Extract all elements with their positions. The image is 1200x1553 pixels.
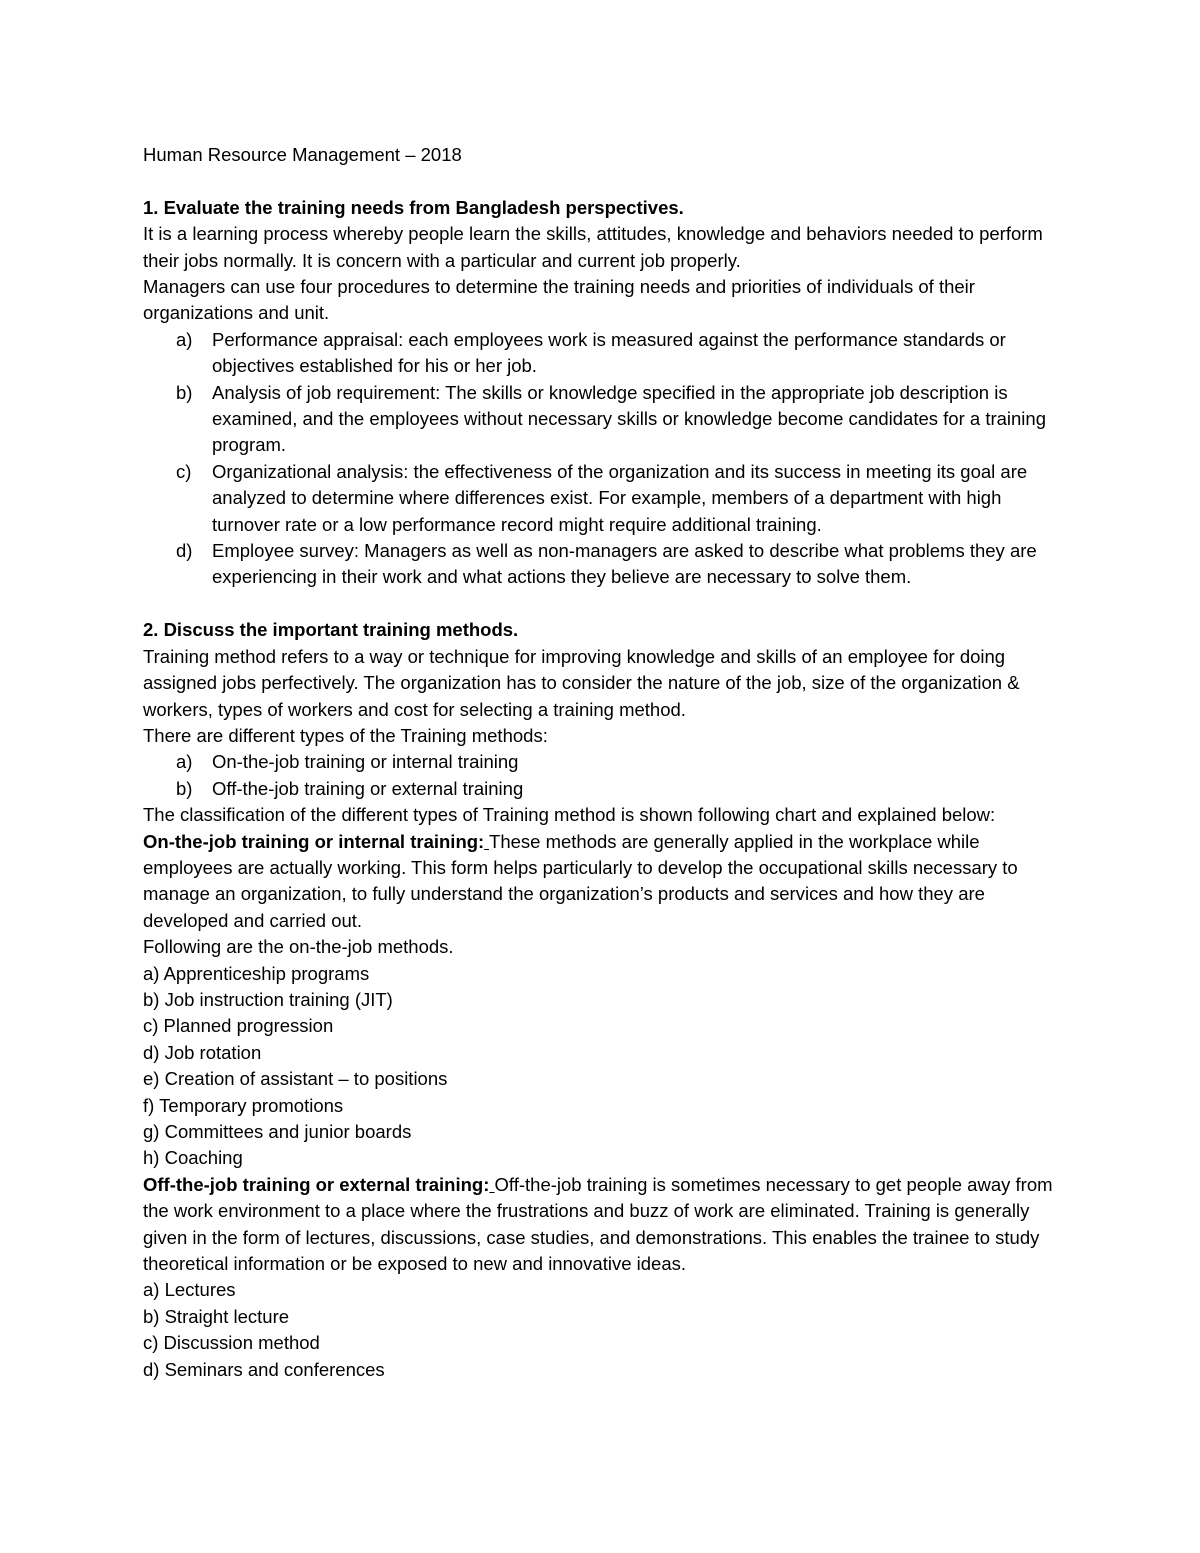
list-marker: b) (176, 777, 193, 799)
q2-paragraph-1: Training method refers to a way or technique for improving knowledge and skills of an employee for doing assigned jobs perfectively. The organization has to consider the nature of the job, size of the organization & workers, types of workers and cost for selecting a training method. (143, 645, 1020, 720)
list-item-text: Analysis of job requirement: The skills or knowledge specified in the appropriate job description is examined, and the employees without necessary skills or knowledge become candidates for a training program. (212, 381, 1046, 456)
onjob-method: b) Job instruction training (JIT) (143, 988, 393, 1010)
document-title: Human Resource Management – 2018 (143, 144, 462, 165)
q2-type-item (143, 776, 1063, 802)
list-marker: b) (176, 381, 193, 403)
onjob-method: f) Temporary promotions (143, 1094, 344, 1116)
q1-paragraph-1: It is a learning process whereby people learn the skills, attitudes, knowledge and behaviors needed to perform their jobs normally. It is concern with a particular and current job properly. (143, 223, 1043, 271)
list-marker: a) (176, 328, 193, 350)
onjob-title: On-the-job training or internal training: (143, 830, 485, 852)
list-item-text: Employee survey: Managers as well as non-managers are asked to describe what problems they are experiencing in their work and what actions they believe are necessary to solve them. (212, 540, 1037, 588)
onjob-text: These methods are generally applied in the workplace while employees are actually working. This form helps particularly to develop the occupational skills necessary to manage an organization, to fully understand the organization’s products and services and how they are developed and carried out. (143, 830, 1018, 931)
list-marker: c) (176, 460, 192, 482)
onjob-method: h) Coaching (143, 1147, 243, 1169)
offjob-method: a) Lectures (143, 1279, 236, 1301)
list-marker: a) (176, 751, 193, 773)
q1-paragraph-2: Managers can use four procedures to determine the training needs and priorities of individuals of their organizations and unit. (143, 276, 975, 324)
onjob-method: g) Committees and junior boards (143, 1121, 412, 1142)
spacer (143, 591, 1063, 617)
q2-paragraph-3: The classification of the different types of Training method is shown following chart and explained below: (143, 804, 996, 826)
list-marker: d) (176, 540, 193, 562)
onjob-intro: Following are the on-the-job methods. (143, 936, 454, 958)
onjob-method: a) Apprenticeship programs (143, 962, 370, 984)
list-item-text: Performance appraisal: each employees work is measured against the performance standards or objectives established for his or her job. (212, 328, 1006, 377)
offjob-method: d) Seminars and conferences (143, 1358, 385, 1380)
q2-heading: 2. Discuss the important training methods. (143, 619, 519, 641)
document-page (143, 142, 1063, 1383)
spacer (143, 168, 1063, 194)
onjob-paragraph (143, 829, 1063, 935)
q1-list-item (143, 380, 1063, 459)
offjob-title: Off-the-job training or external training: (143, 1173, 490, 1195)
offjob-text: Off-the-job training is sometimes necessary to get people away from the work environment to a place where the frustrations and buzz of work are eliminated. Training is generally given in the form of lectures, discussions, case studies, and demonstrations. This enables the trainee to study theoretical information or be exposed to new and innovative ideas. (143, 1173, 1053, 1275)
list-item-text: On-the-job training or internal training (212, 751, 519, 773)
q1-list-item (143, 327, 1063, 380)
offjob-method: c) Discussion method (143, 1332, 320, 1354)
q2-paragraph-2: There are different types of the Training methods: (143, 724, 548, 746)
q1-list-item (143, 459, 1063, 538)
q2-type-item (143, 749, 1063, 775)
offjob-paragraph (143, 1172, 1063, 1278)
offjob-method: b) Straight lecture (143, 1305, 290, 1327)
onjob-method: e) Creation of assistant – to positions (143, 1068, 448, 1090)
onjob-method: d) Job rotation (143, 1041, 262, 1063)
q1-list-item (143, 538, 1063, 591)
list-item-text: Off-the-job training or external training (212, 777, 524, 799)
q1-heading: 1. Evaluate the training needs from Bangladesh perspectives. (143, 196, 684, 218)
onjob-method: c) Planned progression (143, 1015, 334, 1037)
list-item-text: Organizational analysis: the effectiveness of the organization and its success in meeting its goal are analyzed to determine where differences exist. For example, members of a department with high turnover rate or a low performance record might require additional training. (212, 460, 1028, 535)
